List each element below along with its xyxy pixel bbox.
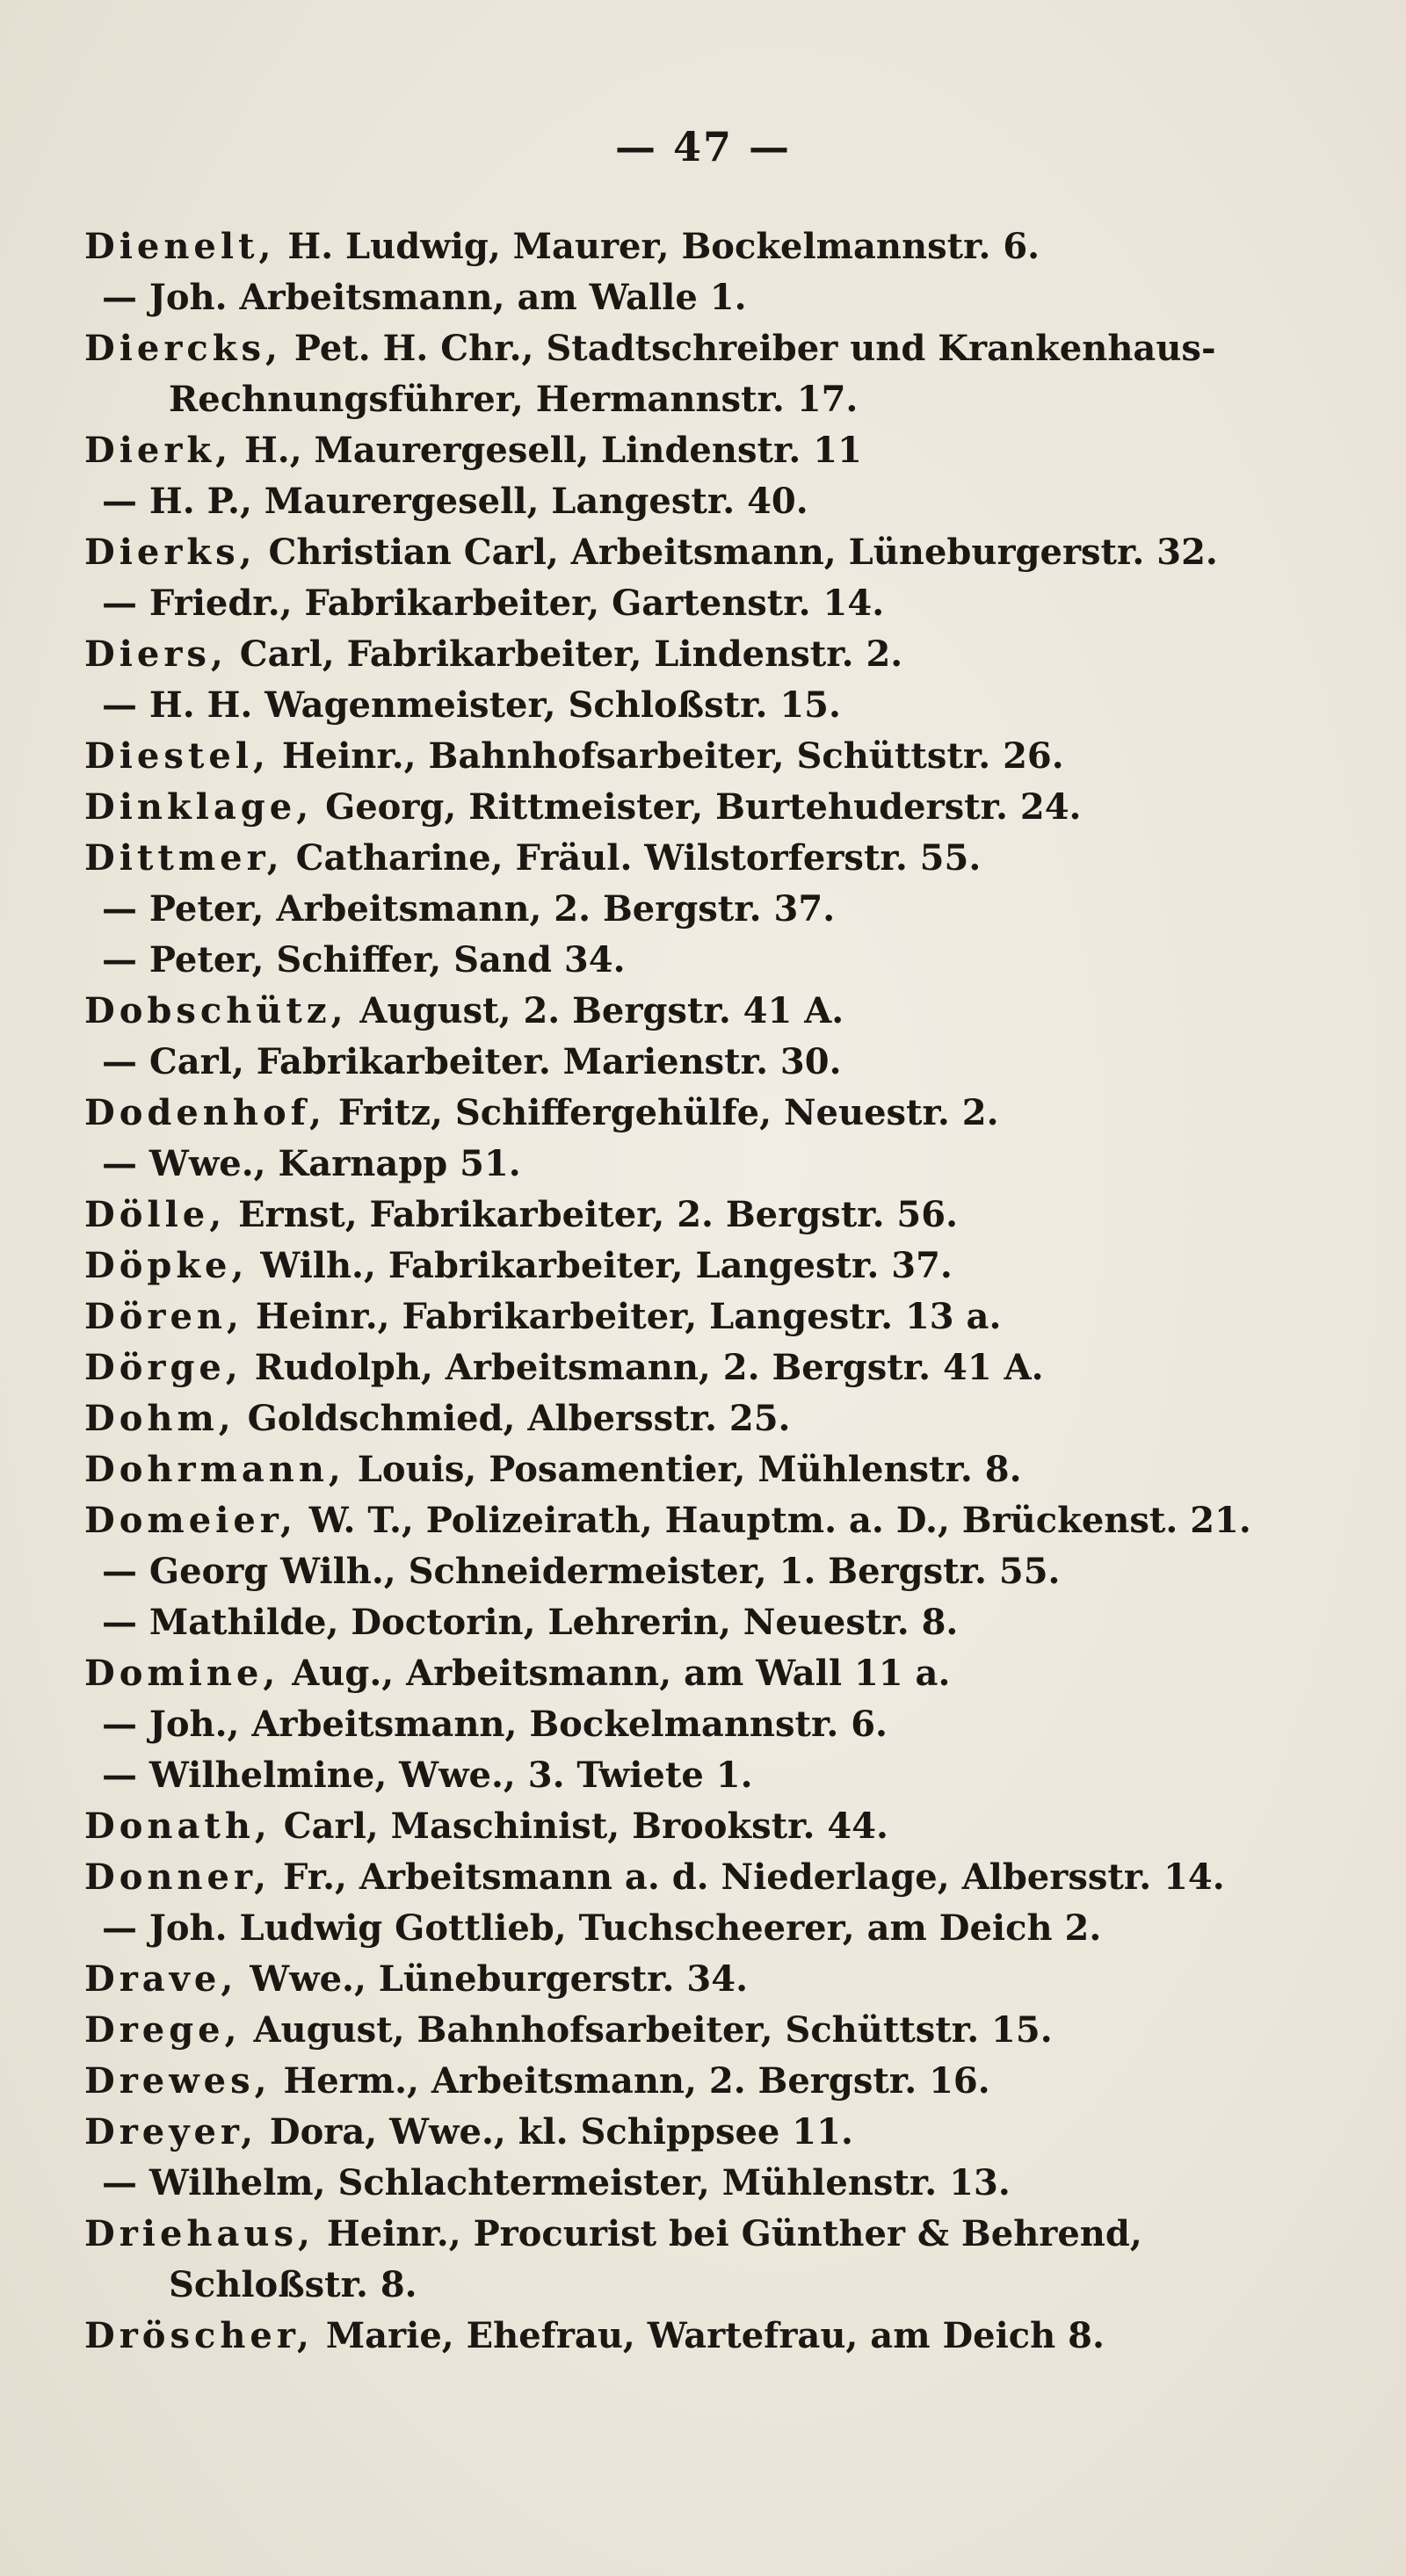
entry-surname: Diestel, [84,735,270,777]
entry-details: — Wilhelm, Schlachtermeister, Mühlenstr. 13. [102,2162,1011,2203]
entry-surname: Diercks, [84,328,282,369]
directory-entry [84,1139,1332,1190]
entry-surname: Drege, [84,2009,242,2051]
entry-details: — Wwe., Karnapp 51. [102,1143,521,1184]
entry-details: H., Maurergesell, Lindenstr. 11 [232,430,862,471]
directory-entry [84,1037,1332,1088]
directory-entry [84,2056,1332,2107]
directory-entry [84,2005,1332,2056]
entry-list [84,221,1332,2362]
entry-surname: Domine, [84,1653,280,1694]
entry-surname: Dittmer, [84,837,284,879]
directory-entry [84,1393,1332,1444]
directory-entry [84,1954,1332,2005]
entry-surname: Dinklage, [84,786,314,828]
entry-surname: Dierk, [84,430,233,471]
directory-entry [84,1546,1332,1597]
directory-entry [84,629,1332,680]
entry-details: — Georg Wilh., Schneidermeister, 1. Bergstr. 55. [102,1551,1061,1592]
entry-details: August, Bahnhofsarbeiter, Schüttstr. 15. [241,2009,1053,2051]
entry-details: — Joh., Arbeitsmann, Bockelmannstr. 6. [102,1704,888,1745]
entry-details: Wwe., Lüneburgerstr. 34. [237,1958,748,2000]
entry-details: — Joh. Arbeitsmann, am Walle 1. [102,277,747,318]
entry-surname: Dölle, [84,1194,227,1235]
entry-details: Ernst, Fabrikarbeiter, 2. Bergstr. 56. [226,1194,959,1235]
entry-details: Carl, Maschinist, Brookstr. 44. [271,1805,888,1847]
entry-details: August, 2. Bergstr. 41 A. [347,990,844,1031]
directory-entry [84,1801,1332,1852]
directory-entry [84,1750,1332,1801]
directory-entry [84,323,1332,374]
directory-entry [84,476,1332,527]
entry-details: Rechnungsführer, Hermannstr. 17. [169,379,859,420]
directory-entry [84,680,1332,731]
entry-surname: Dröscher, [84,2315,314,2356]
directory-entry [84,1444,1332,1495]
entry-details: Marie, Ehefrau, Wartefrau, am Deich 8. [313,2315,1105,2356]
directory-entry [84,1852,1332,1903]
directory-entry [84,2107,1332,2158]
entry-details: Dora, Wwe., kl. Schippsee 11. [257,2111,853,2153]
entry-continuation [84,2260,1332,2311]
directory-entry [84,1903,1332,1954]
entry-details: Herm., Arbeitsmann, 2. Bergstr. 16. [271,2060,990,2102]
directory-entry [84,884,1332,935]
directory-entry [84,935,1332,986]
directory-entry [84,1241,1332,1292]
entry-details: Heinr., Fabrikarbeiter, Langestr. 13 a. [243,1296,1002,1337]
directory-entry [84,2209,1332,2260]
entry-surname: Donner, [84,1856,272,1898]
entry-details: Rudolph, Arbeitsmann, 2. Bergstr. 41 A. [242,1347,1044,1388]
entry-details: — Peter, Arbeitsmann, 2. Bergstr. 37. [102,888,836,930]
entry-surname: Dodenhof, [84,1092,326,1133]
entry-surname: Dören, [84,1296,243,1337]
entry-surname: Dierks, [84,532,257,573]
entry-details: Schloßstr. 8. [169,2264,417,2305]
directory-entry [84,221,1332,272]
directory-entry [84,272,1332,323]
entry-details: — Joh. Ludwig Gottlieb, Tuchscheerer, am Deich 2. [102,1907,1102,1949]
entry-details: H. Ludwig, Maurer, Bockelmannstr. 6. [275,226,1040,267]
entry-details: — Wilhelmine, Wwe., 3. Twiete 1. [102,1755,753,1796]
entry-details: — Mathilde, Doctorin, Lehrerin, Neuestr. 8. [102,1602,959,1643]
entry-details: Fr., Arbeitsmann a. d. Niederlage, Albersstr. 14. [271,1856,1225,1898]
directory-entry [84,1699,1332,1750]
directory-entry [84,527,1332,578]
entry-details: Heinr., Procurist bei Günther & Behrend, [314,2213,1142,2254]
entry-surname: Dohrmann, [84,1449,345,1490]
entry-details: Goldschmied, Albersstr. 25. [235,1398,791,1439]
directory-entry [84,1190,1332,1241]
directory-entry [84,578,1332,629]
entry-details: Aug., Arbeitsmann, am Wall 11 a. [279,1653,951,1694]
entry-details: Heinr., Bahnhofsarbeiter, Schüttstr. 26. [269,735,1064,777]
directory-entry [84,1495,1332,1546]
entry-surname: Dobschütz, [84,990,348,1031]
directory-entry [84,1648,1332,1699]
directory-entry [84,1292,1332,1342]
directory-entry [84,1597,1332,1648]
entry-details: Carl, Fabrikarbeiter, Lindenstr. 2. [227,633,903,675]
entry-details: Georg, Rittmeister, Burtehuderstr. 24. [313,786,1082,828]
entry-details: Fritz, Schiffergehülfe, Neuestr. 2. [325,1092,999,1133]
directory-entry [84,986,1332,1037]
entry-surname: Domeier, [84,1500,297,1541]
entry-details: Catharine, Fräul. Wilstorferstr. 55. [283,837,982,879]
entry-surname: Drewes, [84,2060,272,2102]
directory-entry [84,2158,1332,2209]
entry-surname: Dörge, [84,1347,243,1388]
entry-details: Pet. H. Chr., Stadtschreiber und Krankenhaus- [281,328,1216,369]
page-number: — 47 — [614,123,792,170]
entry-surname: Dreyer, [84,2111,257,2153]
entry-surname: Driehaus, [84,2213,315,2254]
entry-details: — Carl, Fabrikarbeiter. Marienstr. 30. [102,1041,842,1082]
entry-surname: Dienelt, [84,226,276,267]
entry-details: — Peter, Schiffer, Sand 34. [102,939,626,980]
entry-surname: Diers, [84,633,228,675]
entry-details: Christian Carl, Arbeitsmann, Lüneburgerstr. 32. [256,532,1218,573]
entry-details: Wilh., Fabrikarbeiter, Langestr. 37. [248,1245,953,1286]
entry-details: — H. H. Wagenmeister, Schloßstr. 15. [102,684,841,726]
directory-entry [84,1342,1332,1393]
entry-surname: Drave, [84,1958,238,2000]
entry-details: — H. P., Maurergesell, Langestr. 40. [102,481,808,522]
directory-entry [84,425,1332,476]
entry-details: Louis, Posamentier, Mühlenstr. 8. [344,1449,1022,1490]
entry-details: W. T., Polizeirath, Hauptm. a. D., Brückenst. 21. [296,1500,1251,1541]
directory-entry [84,782,1332,833]
entry-surname: Donath, [84,1805,272,1847]
entry-details: — Friedr., Fabrikarbeiter, Gartenstr. 14. [102,582,885,624]
directory-entry [84,731,1332,782]
directory-entry [84,833,1332,884]
directory-entry [84,1088,1332,1139]
directory-entry [84,2311,1332,2362]
entry-continuation [84,374,1332,425]
entry-surname: Döpke, [84,1245,249,1286]
entry-surname: Dohm, [84,1398,236,1439]
